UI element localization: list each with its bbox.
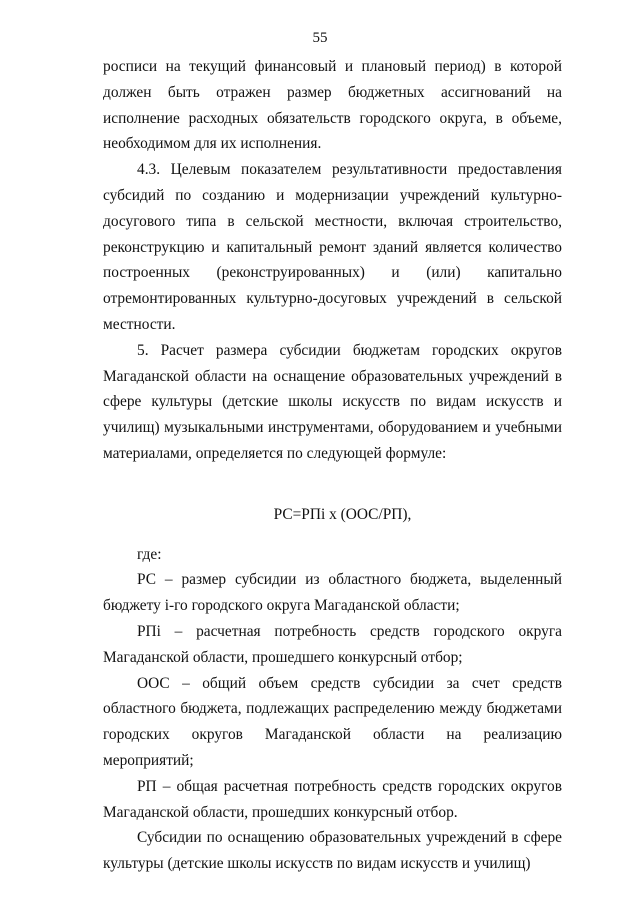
page-number: 55 [312, 30, 328, 46]
definition-oos: ООС – общий объем средств субсидии за счет средств областного бюджета, подлежащих распределению между бюджетами городских округов Магаданской области на реализацию мероприятий; [103, 674, 562, 769]
paragraph-continuation: росписи на текущий финансовый и плановый период) в которой должен быть отражен размер бюджетных ассигнований на исполнение расходных обязательств городского округа, в объеме, необходимом для их исполнения. [103, 58, 562, 153]
definition-rpi: РПi – расчетная потребность средств городского округа Магаданской области, прошедшего конкурсный отбор; [103, 622, 562, 666]
formula: РС=РПi х (ООС/РП), [273, 505, 412, 523]
paragraph-4-3: 4.3. Целевым показателем результативности предоставления субсидий по созданию и модернизации учреждений культурно-досугового типа в сельской местности, включая строительство, реконструкцию и капитальный ремонт зданий является количество построенных (реконструированных) и (или) капитально отремонтированных культурно-досуговых учреждений в сельской местности. [103, 161, 562, 333]
where-label: где: [137, 545, 162, 563]
definition-rp: РП – общая расчетная потребность средств городских округов Магаданской области, прошедших конкурсный отбор. [103, 777, 562, 821]
document-body [103, 54, 562, 877]
definition-rs: РС – размер субсидии из областного бюджета, выделенный бюджету i-го городского округа Магаданской области; [103, 571, 562, 615]
paragraph-subsidies: Субсидии по оснащению образовательных учреждений в сфере культуры (детские школы искусств по видам искусств и училищ) [103, 829, 562, 873]
paragraph-5: 5. Расчет размера субсидии бюджетам городских округов Магаданской области на оснащение образовательных учреждений в сфере культуры (детские школы искусств по видам искусств и училищ) музыкальными инструментами, оборудованием и учебными материалами, определяется по следующей формуле: [103, 341, 562, 462]
